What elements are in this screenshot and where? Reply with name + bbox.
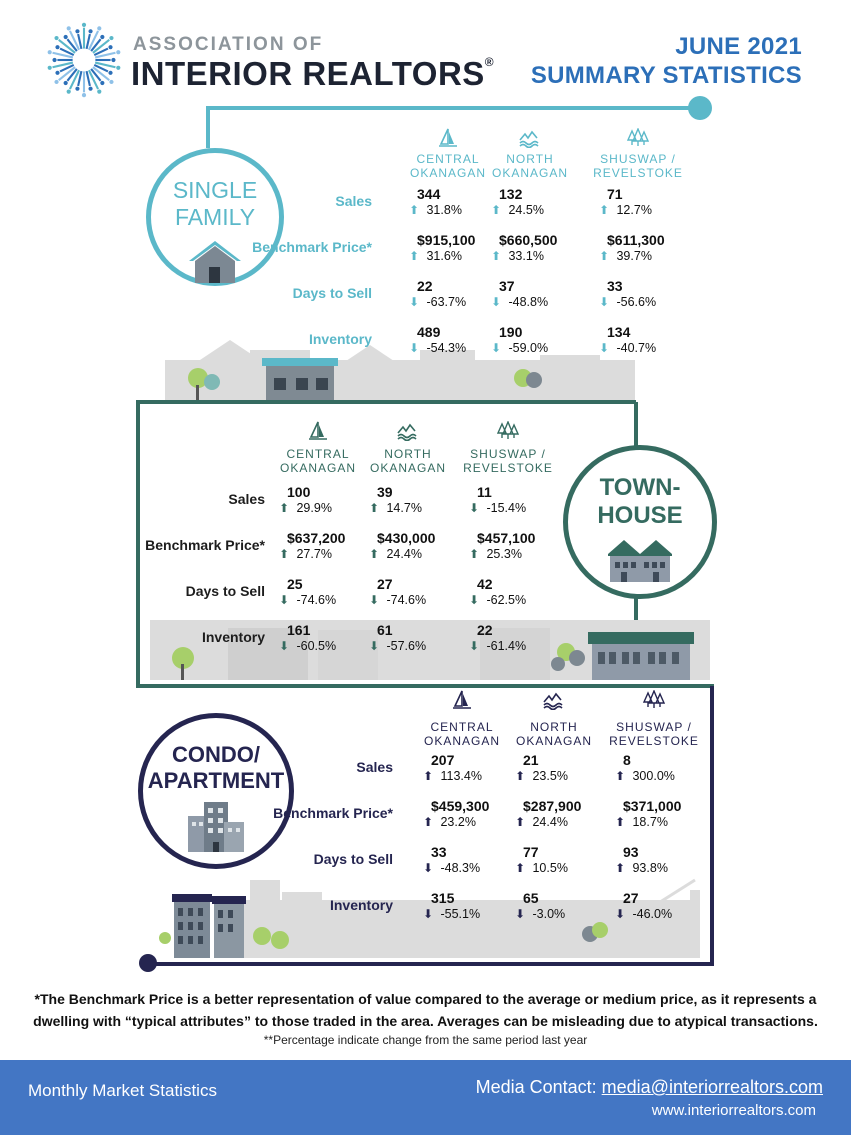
stat-cell: [369, 530, 455, 562]
stat-cell: [515, 752, 601, 784]
stat-cell: [515, 890, 601, 922]
stat-cell: [409, 186, 495, 218]
stat-value: $660,500: [499, 232, 558, 248]
stat-value: 65: [523, 890, 539, 906]
arrow-down-icon: ⬇: [491, 341, 502, 355]
arrow-up-icon: ⬆: [615, 815, 626, 829]
arrow-up-icon: ⬆: [279, 547, 290, 561]
media-contact: [476, 1077, 823, 1098]
stat-cell: [515, 844, 601, 876]
row-label-benchmark: Benchmark Price*: [145, 537, 265, 553]
stat-cell: [491, 186, 577, 218]
arrow-up-icon: ⬆: [615, 861, 626, 875]
stat-change: -63.7%: [426, 295, 467, 309]
website-link[interactable]: www.interiorrealtors.com: [651, 1102, 816, 1119]
footer-left-text: Monthly Market Statistics: [28, 1081, 217, 1100]
stat-change: 10.5%: [532, 861, 568, 875]
single-family-title: SINGLE FAMILY: [172, 177, 258, 230]
stat-cell: [279, 484, 365, 516]
stat-value: $371,000: [623, 798, 682, 814]
stat-cell: [491, 232, 577, 264]
arrow-down-icon: ⬇: [491, 295, 502, 309]
row-label-sales: Sales: [356, 759, 393, 775]
stat-change: -62.5%: [486, 593, 527, 607]
arrow-up-icon: ⬆: [423, 815, 434, 829]
row-label-sales: Sales: [335, 193, 372, 209]
sailboat-icon: [451, 690, 473, 710]
stat-cell: [599, 278, 685, 310]
stat-value: 132: [499, 186, 523, 202]
trees-icon: [643, 690, 665, 710]
stat-cell: [409, 232, 495, 264]
arrow-down-icon: ⬇: [469, 593, 480, 607]
sailboat-icon: [307, 421, 329, 441]
waves-icon: [543, 690, 565, 710]
stat-cell: [423, 844, 509, 876]
stat-cell: [491, 324, 577, 356]
stat-cell: [423, 890, 509, 922]
row-label-benchmark: Benchmark Price*: [252, 239, 372, 255]
stat-cell: [599, 232, 685, 264]
stat-value: 100: [287, 484, 311, 500]
stat-change: -55.1%: [440, 907, 481, 921]
row-label-benchmark: Benchmark Price*: [273, 805, 393, 821]
stat-change: -60.5%: [296, 639, 337, 653]
stat-change: 25.3%: [486, 547, 522, 561]
stat-cell: [469, 622, 555, 654]
stat-change: 14.7%: [386, 501, 422, 515]
arrow-down-icon: ⬇: [369, 593, 380, 607]
stat-change: -56.6%: [616, 295, 657, 309]
arrow-up-icon: ⬆: [615, 769, 626, 783]
stat-value: 25: [287, 576, 303, 592]
arrow-up-icon: ⬆: [369, 547, 380, 561]
stat-cell: [615, 890, 701, 922]
arrow-up-icon: ⬆: [423, 769, 434, 783]
stat-change: 24.4%: [386, 547, 422, 561]
townhouse-column-header: SHUSWAP / REVELSTOKE: [463, 447, 553, 475]
stat-change: -48.8%: [508, 295, 549, 309]
house-icon: [185, 237, 245, 285]
stat-change: -3.0%: [532, 907, 566, 921]
arrow-up-icon: ⬆: [599, 203, 610, 217]
arrow-up-icon: ⬆: [491, 203, 502, 217]
row-label-days: Days to Sell: [313, 851, 393, 867]
stat-cell: [515, 798, 601, 830]
stat-change: -61.4%: [486, 639, 527, 653]
arrow-up-icon: ⬆: [599, 249, 610, 263]
row-label-days: Days to Sell: [292, 285, 372, 301]
stat-value: 21: [523, 752, 539, 768]
stat-value: 134: [607, 324, 631, 340]
stat-change: 24.4%: [532, 815, 568, 829]
stat-value: 315: [431, 890, 455, 906]
stat-value: 27: [377, 576, 393, 592]
stat-change: 31.8%: [426, 203, 462, 217]
arrow-down-icon: ⬇: [409, 341, 420, 355]
stat-change: 39.7%: [616, 249, 652, 263]
arrow-up-icon: ⬆: [491, 249, 502, 263]
stat-cell: [615, 752, 701, 784]
benchmark-note: *The Benchmark Price is a better representation of value compared to the average or medium price, as it represents a dwelling with “typical attributes” to those traded in the area. Averages can be misleading due to atypical transactions.: [33, 991, 818, 1029]
stat-cell: [279, 576, 365, 608]
percentage-note: **Percentage indicate change from the same period last year: [263, 1033, 588, 1047]
stat-value: 489: [417, 324, 441, 340]
arrow-down-icon: ⬇: [409, 295, 420, 309]
stat-cell: [279, 530, 365, 562]
arrow-down-icon: ⬇: [599, 341, 610, 355]
stat-value: 190: [499, 324, 523, 340]
stat-change: 93.8%: [632, 861, 668, 875]
report-month: JUNE 2021: [675, 33, 802, 60]
row-label-inventory: Inventory: [329, 897, 393, 913]
stat-change: 12.7%: [616, 203, 652, 217]
footer-bar: [0, 1060, 851, 1135]
arrow-down-icon: ⬇: [279, 639, 290, 653]
arrow-down-icon: ⬇: [515, 907, 526, 921]
stat-cell: [491, 278, 577, 310]
stat-change: -74.6%: [296, 593, 337, 607]
stat-change: -15.4%: [486, 501, 527, 515]
townhouse-badge: [563, 445, 717, 599]
stat-change: 27.7%: [296, 547, 332, 561]
stat-value: 33: [431, 844, 447, 860]
stat-value: 93: [623, 844, 639, 860]
condo-column-header: CENTRAL OKANAGAN: [423, 720, 500, 748]
arrow-up-icon: ⬆: [515, 769, 526, 783]
arrow-up-icon: ⬆: [409, 249, 420, 263]
stat-change: 31.6%: [426, 249, 462, 263]
single-family-column-header: SHUSWAP / REVELSTOKE: [593, 152, 683, 180]
stat-value: 39: [377, 484, 393, 500]
arrow-down-icon: ⬇: [469, 639, 480, 653]
stat-value: 22: [417, 278, 433, 294]
row-label-days: Days to Sell: [185, 583, 265, 599]
waves-icon: [519, 128, 541, 148]
apartment-icon: [184, 800, 248, 852]
stat-change: -74.6%: [386, 593, 427, 607]
arrow-up-icon: ⬆: [515, 815, 526, 829]
report-subtitle: SUMMARY STATISTICS: [530, 62, 802, 89]
stat-value: 11: [477, 484, 492, 500]
stat-cell: [469, 530, 555, 562]
stat-cell: [599, 324, 685, 356]
stat-value: 344: [417, 186, 441, 202]
stat-change: 29.9%: [296, 501, 332, 515]
single-family-column-header: CENTRAL OKANAGAN: [409, 152, 486, 180]
row-label-sales: Sales: [228, 491, 265, 507]
row-label-inventory: Inventory: [308, 331, 372, 347]
waves-icon: [397, 421, 419, 441]
arrow-up-icon: ⬆: [515, 861, 526, 875]
stat-value: 61: [377, 622, 393, 638]
condo-column-header: NORTH OKANAGAN: [515, 720, 592, 748]
stat-cell: [423, 798, 509, 830]
stat-change: -57.6%: [386, 639, 427, 653]
stat-change: 23.2%: [440, 815, 476, 829]
arrow-up-icon: ⬆: [369, 501, 380, 515]
stat-value: 8: [623, 752, 631, 768]
stat-change: -40.7%: [616, 341, 657, 355]
arrow-down-icon: ⬇: [615, 907, 626, 921]
condo-badge: [138, 713, 294, 869]
arrow-up-icon: ⬆: [409, 203, 420, 217]
stat-value: $430,000: [377, 530, 436, 546]
row-label-inventory: Inventory: [201, 629, 265, 645]
arrow-down-icon: ⬇: [423, 861, 434, 875]
stat-change: 23.5%: [532, 769, 568, 783]
arrow-up-icon: ⬆: [279, 501, 290, 515]
stat-change: 24.5%: [508, 203, 544, 217]
arrow-down-icon: ⬇: [423, 907, 434, 921]
stat-change: -59.0%: [508, 341, 549, 355]
stat-cell: [615, 844, 701, 876]
media-contact-email-link[interactable]: media@interiorrealtors.com: [601, 1077, 823, 1097]
stat-cell: [369, 622, 455, 654]
stat-change: -48.3%: [440, 861, 481, 875]
stat-value: 33: [607, 278, 623, 294]
stat-value: 37: [499, 278, 515, 294]
condo-title: CONDO/ APARTMENT: [147, 742, 285, 793]
stat-cell: [469, 484, 555, 516]
single-family-column-header: NORTH OKANAGAN: [491, 152, 568, 180]
registered-mark: ®: [484, 55, 495, 69]
org-name-line2: INTERIOR REALTORS®: [131, 55, 495, 92]
townhouse-title: TOWN- HOUSE: [597, 474, 683, 529]
stat-change: 18.7%: [632, 815, 668, 829]
arrow-down-icon: ⬇: [279, 593, 290, 607]
stat-change: 113.4%: [440, 769, 482, 783]
stat-cell: [369, 484, 455, 516]
stat-cell: [409, 278, 495, 310]
condo-column-header: SHUSWAP / REVELSTOKE: [609, 720, 699, 748]
trees-icon: [497, 421, 519, 441]
stat-cell: [423, 752, 509, 784]
stat-value: $637,200: [287, 530, 346, 546]
stat-cell: [469, 576, 555, 608]
stat-change: 33.1%: [508, 249, 544, 263]
stat-cell: [369, 576, 455, 608]
arrow-down-icon: ⬇: [469, 501, 480, 515]
stat-value: 22: [477, 622, 493, 638]
stat-cell: [279, 622, 365, 654]
stat-value: 161: [287, 622, 311, 638]
single-family-badge: [146, 148, 284, 286]
sailboat-icon: [437, 128, 459, 148]
trees-icon: [627, 128, 649, 148]
townhouse-column-header: NORTH OKANAGAN: [369, 447, 446, 475]
townhouse-column-header: CENTRAL OKANAGAN: [279, 447, 356, 475]
stat-change: -54.3%: [426, 341, 467, 355]
stat-value: $611,300: [607, 232, 665, 248]
stat-value: $457,100: [477, 530, 536, 546]
stat-cell: [599, 186, 685, 218]
stat-value: 77: [523, 844, 539, 860]
townhouse-icon: [604, 534, 676, 584]
media-contact-label: Media Contact:: [475, 1077, 597, 1097]
stat-value: 27: [623, 890, 639, 906]
stat-value: 71: [607, 186, 623, 202]
arrow-down-icon: ⬇: [599, 295, 610, 309]
arrow-up-icon: ⬆: [469, 547, 480, 561]
stat-change: 300.0%: [632, 769, 675, 783]
stat-cell: [615, 798, 701, 830]
stat-cell: [409, 324, 495, 356]
arrow-down-icon: ⬇: [369, 639, 380, 653]
stat-change: -46.0%: [632, 907, 673, 921]
stat-value: $459,300: [431, 798, 490, 814]
stat-value: 42: [477, 576, 493, 592]
stat-value: 207: [431, 752, 455, 768]
stat-value: $287,900: [523, 798, 582, 814]
org-name-line1: ASSOCIATION OF: [133, 34, 324, 55]
stat-value: $915,100: [417, 232, 476, 248]
